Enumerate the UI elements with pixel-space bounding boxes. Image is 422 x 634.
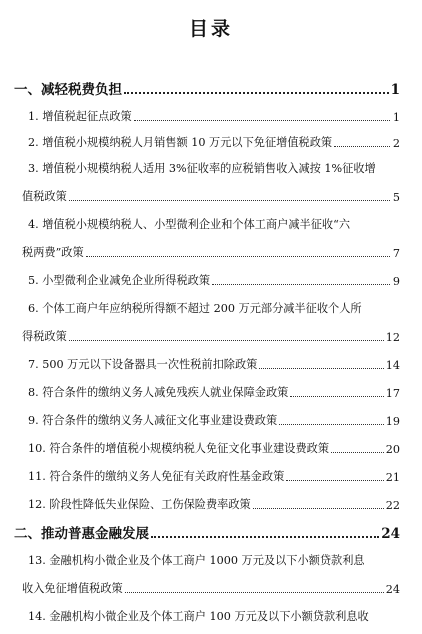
toc-entry[interactable] xyxy=(28,160,400,176)
entry-text: 1. 增值税起征点政策 xyxy=(28,110,132,123)
section-label: 一、减轻税费负担 xyxy=(14,82,122,98)
entry-page: 14 xyxy=(385,359,400,372)
entry-text: 5. 小型微利企业减免企业所得税政策 xyxy=(28,274,211,287)
entry-text: 9. 符合条件的缴纳义务人减征文化事业建设费政策 xyxy=(28,414,278,427)
section-page: 24 xyxy=(381,526,400,542)
entry-page: 1 xyxy=(392,111,400,124)
toc-entry[interactable] xyxy=(28,216,400,232)
dot-leader xyxy=(69,199,390,201)
toc-entry[interactable] xyxy=(28,496,400,512)
toc-entry[interactable] xyxy=(28,552,400,568)
entry-page: 24 xyxy=(385,583,400,596)
entry-page: 19 xyxy=(385,415,400,428)
toc-entry[interactable] xyxy=(28,412,400,428)
dot-leader xyxy=(286,479,383,481)
entry-page: 9 xyxy=(392,275,400,288)
entry-text: 10. 符合条件的增值税小规模纳税人免征文化事业建设费政策 xyxy=(28,442,330,455)
entry-text: 6. 个体工商户年应纳税所得额不超过 200 万元部分减半征收个人所 xyxy=(28,302,362,315)
toc-entry-continued[interactable] xyxy=(22,328,400,344)
dot-leader xyxy=(259,367,383,369)
dot-leader xyxy=(69,339,384,341)
entry-page: 2 xyxy=(392,137,400,150)
page-title: 目录 xyxy=(188,18,233,40)
dot-leader xyxy=(253,507,384,509)
dot-leader xyxy=(151,535,379,538)
dot-leader xyxy=(134,119,390,121)
dot-leader xyxy=(334,145,390,147)
toc-entry[interactable] xyxy=(28,608,400,624)
dot-leader xyxy=(125,591,384,593)
entry-text: 12. 阶段性降低失业保险、工伤保险费率政策 xyxy=(28,498,251,511)
entry-page: 21 xyxy=(385,471,400,484)
entry-text: 13. 金融机构小微企业及个体工商户 1000 万元及以下小额贷款利息 xyxy=(28,554,365,567)
section-label: 二、推动普惠金融发展 xyxy=(14,526,149,542)
entry-text: 收入免征增值税政策 xyxy=(22,582,123,595)
toc-entry-continued[interactable] xyxy=(22,244,400,260)
entry-text: 2. 增值税小规模纳税人月销售额 10 万元以下免征增值税政策 xyxy=(28,136,333,149)
toc-entry[interactable] xyxy=(28,468,400,484)
toc-entry-continued[interactable] xyxy=(22,580,400,596)
dot-leader xyxy=(290,395,383,397)
toc-entry[interactable] xyxy=(28,300,400,316)
entry-page: 5 xyxy=(392,191,400,204)
entry-text: 7. 500 万元以下设备器具一次性税前扣除政策 xyxy=(28,358,258,371)
dot-leader xyxy=(279,423,384,425)
entry-page: 22 xyxy=(385,499,400,512)
section-page: 1 xyxy=(390,82,400,98)
toc-entry[interactable] xyxy=(28,108,400,124)
entry-page: 7 xyxy=(392,247,400,260)
dot-leader xyxy=(124,91,389,94)
toc-section-2[interactable] xyxy=(14,522,400,542)
toc-entry[interactable] xyxy=(28,356,400,372)
toc-entry[interactable] xyxy=(28,272,400,288)
toc-entry-continued[interactable] xyxy=(22,188,400,204)
entry-text: 11. 符合条件的缴纳义务人免征有关政府性基金政策 xyxy=(28,470,285,483)
toc-entry[interactable] xyxy=(28,384,400,400)
dot-leader xyxy=(212,283,390,285)
entry-page: 20 xyxy=(385,443,400,456)
toc-section-1[interactable] xyxy=(14,78,400,98)
dot-leader xyxy=(86,255,390,257)
entry-text: 值税政策 xyxy=(22,190,67,203)
entry-page: 12 xyxy=(385,331,400,344)
entry-text: 得税政策 xyxy=(22,330,67,343)
toc-entry[interactable] xyxy=(28,440,400,456)
entry-text: 税两费”政策 xyxy=(22,246,84,259)
dot-leader xyxy=(331,451,384,453)
entry-text: 4. 增值税小规模纳税人、小型微利企业和个体工商户减半征收“六 xyxy=(28,218,351,231)
toc-entry[interactable] xyxy=(28,134,400,150)
entry-text: 14. 金融机构小微企业及个体工商户 100 万元及以下小额贷款利息收 xyxy=(28,610,369,623)
entry-text: 3. 增值税小规模纳税人适用 3%征收率的应税销售收入减按 1%征收增 xyxy=(28,162,376,175)
entry-page: 17 xyxy=(385,387,400,400)
entry-text: 8. 符合条件的缴纳义务人减免残疾人就业保障金政策 xyxy=(28,386,289,399)
